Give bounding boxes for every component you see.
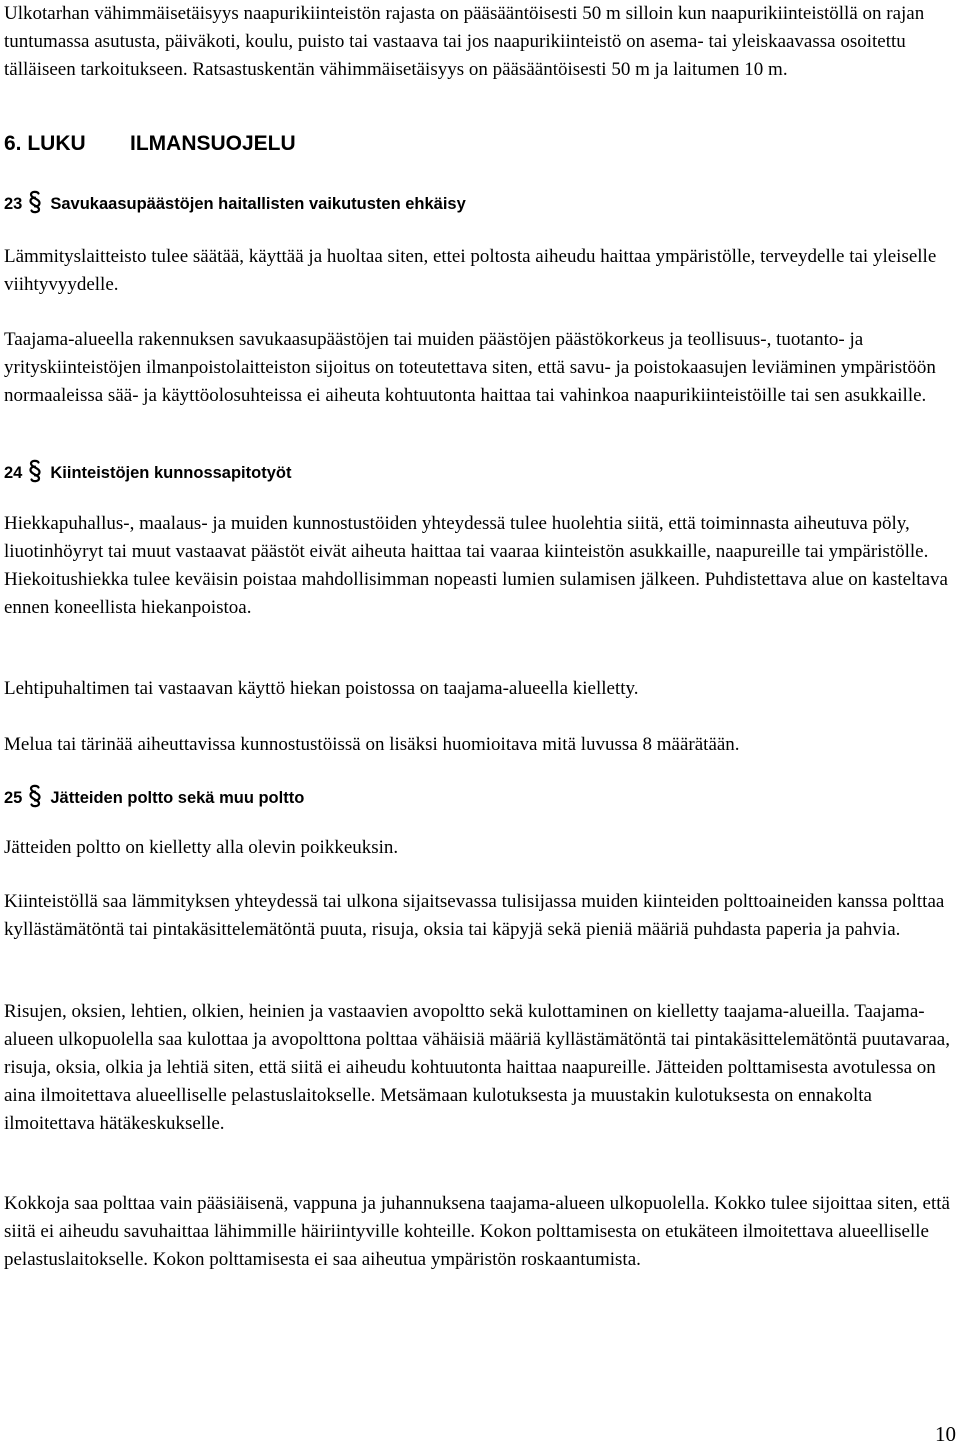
section-title: Kiinteistöjen kunnossapitotyöt <box>50 464 292 482</box>
section-heading-25 <box>4 783 304 810</box>
section-24-paragraph-3: Melua tai tärinää aiheuttavissa kunnostustöissä on lisäksi huomioitava mitä luvussa 8 määrätään. <box>4 734 740 755</box>
section-title: Savukaasupäästöjen haitallisten vaikutusten ehkäisy <box>50 195 466 213</box>
chapter-heading <box>4 130 296 158</box>
chapter-title: ILMANSUOJELU <box>130 132 296 155</box>
section-heading-24 <box>4 458 291 485</box>
section-sign-icon <box>28 189 42 215</box>
section-25-paragraph-1: Jätteiden poltto on kielletty alla olevin poikkeuksin. <box>4 837 399 858</box>
section-number: 25 <box>4 789 23 807</box>
intro-paragraph: Ulkotarhan vähimmäisetäisyys naapurikiinteistön rajasta on pääsääntöisesti 50 m silloin kun naapurikiinteistöllä on rajan tuntumassa asutusta, päiväkoti, koulu, puisto tai vastaava tai jos naapurikiinteistö on asema- tai yleiskaavassa osoitettu tälläiseen tarkoitukseen. Ratsastuskentän vähimmäisetäisyys on pääsääntöisesti 50 m ja laitumen 10 m. <box>4 3 925 80</box>
section-number: 24 <box>4 464 23 482</box>
page-number: 10 <box>935 1422 956 1446</box>
section-24-paragraph-2: Lehtipuhaltimen tai vastaavan käyttö hiekan poistossa on taajama-alueella kielletty. <box>4 678 639 699</box>
section-number: 23 <box>4 195 23 213</box>
chapter-number: 6. LUKU <box>4 132 86 155</box>
section-25-paragraph-4: Kokkoja saa polttaa vain pääsiäisenä, vappuna ja juhannuksena taajama-alueen ulkopuolella. Kokko tulee sijoittaa siten, että siitä ei aiheudu savuhaittaa lähimmille häiriintyville kohteille. Kokon polttamisesta on etukäteen ilmoitettava alueelliselle pelastuslaitokselle. Kokon polttamisesta ei saa aiheutua ympäristön roskaantumista. <box>4 1193 950 1270</box>
section-25-paragraph-2: Kiinteistöllä saa lämmityksen yhteydessä tai ulkona sijaitsevassa tulisijassa muiden kiinteiden polttoaineiden kanssa polttaa kyllästämätöntä tai pintakäsittelemätöntä puuta, risuja, oksia tai käpyjä sekä pieniä määriä puhdasta paperia ja pahvia. <box>4 891 945 940</box>
section-24-paragraph-1: Hiekkapuhallus-, maalaus- ja muiden kunnostustöiden yhteydessä tulee huolehtia siitä, että toiminnasta aiheutuva pöly, liuotinhöyryt tai muut vastaavat päästöt eivät aiheuta haittaa tai vaaraa kiinteistön asukkaille, naapureille tai ympäristölle. Hiekoitushiekka tulee keväisin poistaa mahdollisimman nopeasti lumien sulamisen jälkeen. Puhdistettava alue on kasteltava ennen koneellista hiekanpoistoa. <box>4 513 948 618</box>
section-23-paragraph-2: Taajama-alueella rakennuksen savukaasupäästöjen tai muiden päästöjen päästökorkeus ja teollisuus-, tuotanto- ja yrityskiinteistöjen ilmanpoistolaitteiston sijoitus on toteutettava siten, että savu- ja poistokaasujen leviäminen ympäristöön normaaleissa sää- ja käyttöolosuhteissa ei aiheuta kohtuutonta haittaa tai vahinkoa naapurikiinteistöille tai sen asukkaille. <box>4 329 936 406</box>
section-25-paragraph-3: Risujen, oksien, lehtien, olkien, heinien ja vastaavien avopoltto sekä kulottaminen on kielletty taajama-alueilla. Taajama-alueen ulkopuolella saa kulottaa ja avopolttona polttaa vähäisiä määriä kyllästämätöntä tai pintakäsittelemätöntä puutavaraa, risuja, oksia, olkia ja lehtiä siten, että siitä ei aiheudu kohtuutonta haittaa naapureille. Jätteiden polttamisesta avotulessa on aina ilmoitettava alueelliselle pelastuslaitokselle. Metsämaan kulotuksesta ja muustakin kulotuksesta on ennakolta ilmoitettava hätäkeskukselle. <box>4 1001 950 1134</box>
section-sign-icon <box>28 458 42 484</box>
section-title: Jätteiden poltto sekä muu poltto <box>50 789 305 807</box>
section-heading-23 <box>4 189 466 216</box>
section-sign-icon <box>28 783 42 809</box>
section-23-paragraph-1: Lämmityslaitteisto tulee säätää, käyttää ja huoltaa siten, ettei poltosta aiheudu haittaa ympäristölle, terveydelle tai yleiselle viihtyvyydelle. <box>4 246 937 295</box>
